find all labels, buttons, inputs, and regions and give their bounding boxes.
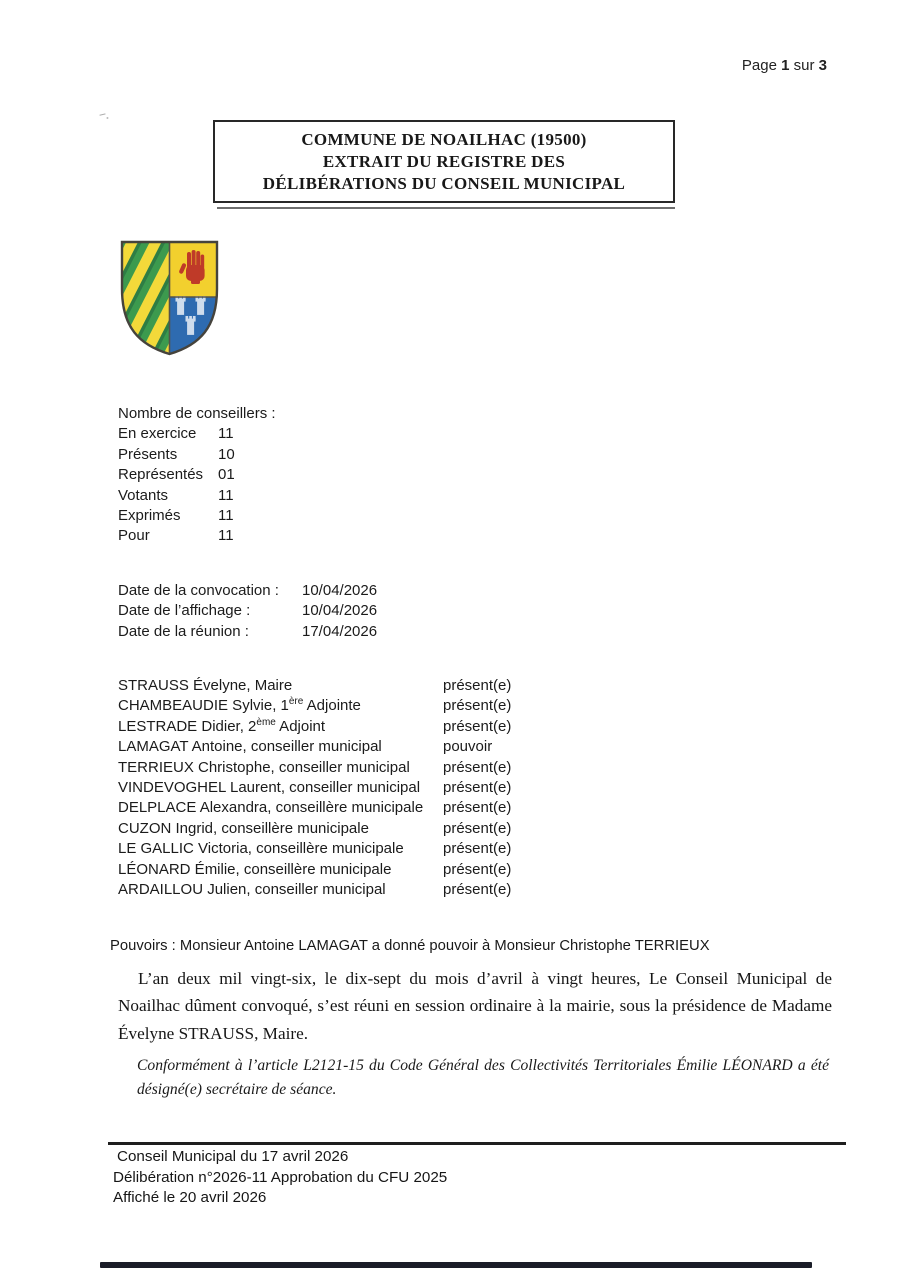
counter-label: Présents: [118, 445, 178, 463]
member-row: [118, 819, 511, 839]
date-value: 10/04/2026: [302, 582, 378, 599]
title-line-commune: COMMUNE DE NOAILHAC (19500): [301, 129, 587, 149]
counter-row: [118, 526, 276, 546]
counter-value: 11: [218, 486, 234, 504]
dates-block: [118, 581, 377, 642]
date-label: Date de l’affichage :: [118, 602, 251, 620]
counter-row: [118, 445, 276, 465]
member-status: présent(e): [443, 697, 512, 715]
scanner-edge-artifact: [100, 1262, 812, 1268]
member-name: LAMAGAT Antoine, conseiller municipal: [118, 738, 382, 756]
footer-line-deliberation: Délibération n°2026-11 Approbation du CFU 2025: [113, 1168, 448, 1186]
members-list: [118, 676, 511, 900]
counters-block: [118, 404, 276, 547]
page-number: [0, 57, 827, 74]
secretary-note: Conformément à l’article L2121-15 du Code Général des Collectivités Territoriales Émilie LÉONARD a été désigné(e) secrétaire de séance.: [137, 1057, 829, 1098]
member-row: [118, 676, 511, 696]
member-name: STRAUSS Évelyne, Maire: [118, 677, 293, 694]
footer-block: [113, 1147, 447, 1209]
counter-value: 10: [218, 445, 235, 463]
date-label: Date de la convocation :: [118, 582, 279, 599]
counter-label: Exprimés: [118, 507, 181, 525]
counter-row: [118, 424, 276, 444]
member-name: CUZON Ingrid, conseillère municipale: [118, 819, 369, 837]
page-number-sur: sur: [793, 57, 815, 74]
page-number-label: Page: [741, 57, 777, 74]
date-value: 17/04/2026: [302, 622, 378, 640]
member-name: VINDEVOGHEL Laurent, conseiller municipal: [118, 779, 421, 797]
member-name: LÉONARD Émilie, conseillère municipale: [118, 860, 392, 878]
title-line-extrait: EXTRAIT DU REGISTRE DES: [322, 151, 566, 171]
member-row: [118, 880, 511, 900]
member-row: [118, 798, 511, 818]
scan-speck: [99, 113, 106, 119]
date-row: [118, 601, 377, 621]
counter-label: En exercice: [118, 425, 197, 443]
footer-line-affichage: Affiché le 20 avril 2026: [113, 1189, 267, 1207]
member-name: ARDAILLOU Julien, conseiller municipal: [118, 881, 386, 899]
member-status: présent(e): [443, 677, 512, 694]
coat-of-arms: [117, 237, 222, 360]
member-row: [118, 839, 511, 859]
member-row: [118, 758, 511, 778]
session-paragraph: L’an deux mil vingt-six, le dix-sept du mois d’avril à vingt heures, Le Conseil Municipal de Noailhac dûment convoqué, s’est réuni en session ordinaire à la mairie, sous la présidence de Madame Évelyne STRAUSS, Maire.: [118, 969, 832, 1043]
member-status: pouvoir: [443, 738, 493, 756]
member-status: présent(e): [443, 840, 512, 858]
date-row: [118, 581, 377, 601]
member-name: LE GALLIC Victoria, conseillère municipale: [118, 840, 404, 858]
arms-bendy-half: [122, 242, 170, 354]
member-status: présent(e): [443, 819, 512, 837]
member-status: présent(e): [443, 881, 512, 899]
member-row: [118, 860, 511, 880]
title-line-deliberations: DÉLIBÉRATIONS DU CONSEIL MUNICIPAL: [262, 173, 626, 193]
date-value: 10/04/2026: [302, 602, 378, 620]
member-status: présent(e): [443, 860, 512, 878]
member-row: [118, 696, 511, 716]
counter-value: 11: [218, 507, 234, 525]
member-row: [118, 737, 511, 757]
counter-row: [118, 486, 276, 506]
counter-label: Représentés: [118, 466, 204, 484]
title-box-shadow-line: [217, 207, 675, 209]
date-row: [118, 622, 377, 642]
footer-rule: [108, 1142, 846, 1145]
member-status: présent(e): [443, 779, 512, 797]
member-name: DELPLACE Alexandra, conseillère municipale: [118, 799, 424, 817]
counter-label: Pour: [118, 527, 150, 545]
member-name: CHAMBEAUDIE Sylvie, 1ère Adjointe: [118, 696, 361, 715]
date-label: Date de la réunion :: [118, 622, 249, 640]
page-number-current: 1: [781, 57, 790, 74]
counter-value: 11: [218, 527, 234, 545]
page-number-total: 3: [818, 57, 827, 74]
member-status: présent(e): [443, 758, 512, 776]
member-row: [118, 778, 511, 798]
counter-label: Votants: [118, 486, 169, 504]
counters-heading: Nombre de conseillers :: [118, 405, 276, 422]
member-status: présent(e): [443, 717, 512, 735]
title-box: [213, 120, 675, 203]
pouvoirs-line: Pouvoirs : Monsieur Antoine LAMAGAT a donné pouvoir à Monsieur Christophe TERRIEUX: [110, 938, 710, 954]
member-status: présent(e): [443, 799, 512, 817]
member-name: LESTRADE Didier, 2ème Adjoint: [118, 716, 326, 735]
member-row: [118, 717, 511, 737]
counter-value: 01: [218, 466, 235, 484]
footer-line-council: Conseil Municipal du 17 avril 2026: [117, 1148, 349, 1165]
counter-row: [118, 465, 276, 485]
member-name: TERRIEUX Christophe, conseiller municipal: [118, 758, 410, 776]
counter-row: [118, 506, 276, 526]
counter-value: 11: [218, 425, 234, 443]
